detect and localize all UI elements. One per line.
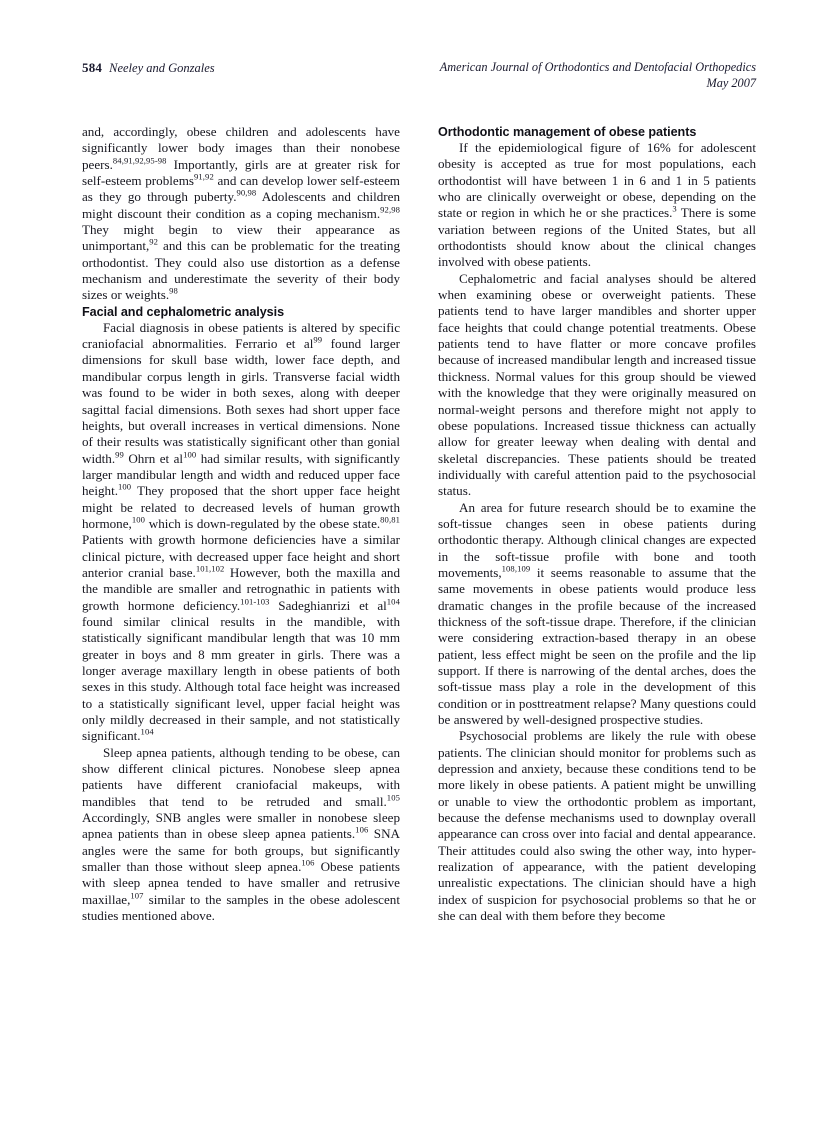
citation-ref: 84,91,92,95-98: [112, 155, 167, 166]
text-run: had similar results, with significantly larger mandibular length and width and reduced upper face height.: [82, 450, 400, 499]
citation-ref: 107: [130, 890, 144, 901]
text-run: and can develop lower self-esteem as they go through puberty.: [82, 173, 400, 205]
text-run: Facial diagnosis in obese patients is altered by specific craniofacial abnormalities. Ferrario et al: [82, 319, 400, 352]
text-run: Sadeghianrizi et al: [269, 597, 387, 613]
citation-ref: 100: [118, 481, 132, 492]
text-run: and, accordingly, obese children and adolescents have significantly lower body images than their nonobese peers.: [82, 124, 400, 172]
left-column: [82, 124, 400, 1054]
citation-ref: 106: [301, 857, 315, 868]
issue-date: May 2007: [706, 75, 756, 90]
citation-ref: 108,109: [501, 563, 531, 574]
text-run: Patients with growth hormone deficiencies have a similar clinical picture, with decreased upper face height and short anterior cranial base.: [82, 532, 400, 580]
citation-ref: 99: [115, 449, 124, 460]
running-head-left: [82, 60, 215, 76]
section-heading-facial-cephalometric: Facial and cephalometric analysis: [82, 304, 285, 319]
text-run: They proposed that the short upper face height might be related to decreased levels of human growth hormone,: [82, 483, 400, 531]
section-heading-orthodontic-management: Orthodontic management of obese patients: [438, 125, 697, 139]
two-column-body: [82, 124, 756, 1054]
citation-ref: 90,98: [236, 188, 257, 199]
text-run: Accordingly, SNB angles were smaller in nonobese sleep apnea patients than in obese sleep apnea patients.: [82, 810, 400, 842]
citation-ref: 98: [169, 286, 178, 297]
text-run: Obese patients with sleep apnea tended to have smaller and retrusive maxillae,: [82, 859, 400, 907]
text-run: There is some variation between regions of the United States, but all orthodontists should know about the clinical changes involved with obese patients.: [438, 205, 756, 270]
citation-ref: 3: [672, 204, 677, 215]
paragraph-future-research: [438, 500, 756, 729]
paragraph-sleep-apnea: [82, 745, 400, 925]
citation-ref: 104: [140, 727, 154, 738]
paragraph-facial-diagnosis: [82, 320, 400, 745]
text-run: Ohrn et al: [123, 450, 184, 466]
running-head-right: [440, 60, 756, 91]
page-number: 584: [82, 60, 103, 75]
citation-ref: 101,102: [195, 563, 225, 574]
paragraph-psychosocial-problems: [438, 728, 756, 924]
citation-ref: 100: [131, 514, 146, 525]
paragraph-continued: [82, 124, 400, 304]
text-run: Adolescents and children might discount their condition as a coping mechanism.: [82, 189, 400, 221]
running-head-authors: Neeley and Gonzales: [109, 61, 215, 75]
citation-ref: 105: [386, 792, 400, 803]
citation-ref: 92,98: [380, 204, 400, 215]
citation-ref: 99: [313, 334, 323, 345]
text-run: found similar clinical results in the mandible, with statistically significant mandibular length that was 10 mm greater in boys and 8 mm greater in girls. There was a longer average maxillary length in obese patients of both sexes in this study. Although total face height was increased to a statistically significant level, upper facial height was only mildly decreased in their sample, and not statistically significant.: [82, 613, 400, 744]
text-run: Sleep apnea patients, although tending to be obese, can show different clinical pictures. Nonobese sleep apnea patients have different craniofacial makeups, with mandibles that tend to be retruded and small.: [82, 744, 400, 809]
text-run: and this can be problematic for the treating orthodontist. They could also use distortion as a defense mechanism and underestimate the severity of their body sizes or weights.: [82, 238, 400, 303]
citation-ref: 104: [386, 596, 400, 607]
citation-ref: 106: [355, 825, 369, 836]
right-column: [438, 124, 756, 1054]
citation-ref: 100: [183, 449, 197, 460]
text-run: SNA angles were the same for both groups, but significantly smaller than those without sleep apnea.: [82, 826, 400, 875]
text-run: However, both the maxilla and the mandible are smaller and retrognathic in patients with growth hormone deficiency.: [82, 564, 400, 613]
text-run: which is down-regulated by the obese state.: [145, 515, 381, 531]
journal-title: American Journal of Orthodontics and Dentofacial Orthopedics: [439, 60, 756, 74]
text-run: found larger dimensions for skull base width, lower face depth, and mandibular corpus length in girls. Transverse facial width was found to be wider in both sexes, along with deeper sagittal facial dimensions. Both sexes had short upper face heights, but overall increases in vertical dimensions. None of their results was statistically significant other than gonial width.: [82, 336, 400, 466]
text-run: Psychosocial problems are likely the rule with obese patients. The clinician should monitor for problems such as depression and anxiety, because these conditions tend to be more likely in obese patients. A patient might be unwilling or unable to view the orthodontic problem as important, because the defense mechanisms used to downplay overall appearance can cross over into facial and dental appearance. Their attitudes could also swing the other way, into hyper-realization of appearance, with the patient developing unrealistic expectations. The clinician should have a high index of suspicion for psychosocial problems so that he or she can deal with them before they become: [438, 728, 756, 924]
text-run: similar to the samples in the obese adolescent studies mentioned above.: [82, 891, 400, 924]
text-run: An area for future research should be to examine the soft-tissue changes seen in obese patients during orthodontic therapy. Although clinical changes are expected in the soft-tissue profile with bone and tooth movements,: [438, 499, 756, 580]
running-head: [82, 60, 756, 100]
text-run: it seems reasonable to assume that the same movements in obese patients would produce less dramatic changes in the profile because of the increased thickness of the soft-tissue drape. Therefore, if the clinician were considering extraction-based therapy in an obese patient, less effect might be seen on the profile and the lip support. If there is narrowing of the dental arches, does the soft-tissue mass play a role in the development of this condition or in posttreatment relapse? Many questions could be answered by well-designed prospective studies.: [438, 564, 756, 728]
text-run: Importantly, girls are at greater risk for self-esteem problems: [82, 156, 400, 189]
citation-ref: 80,81: [380, 514, 400, 525]
text-run: They might begin to view their appearance as unimportant,: [82, 222, 400, 254]
citation-ref: 101-103: [240, 596, 270, 607]
citation-ref: 92: [149, 237, 159, 248]
text-run: If the epidemiological figure of 16% for adolescent obesity is accepted as true for most populations, each orthodontist will have between 1 in 6 and 1 in 5 patients who are clinically overweight or obese, depending on the state or region in which he or she practices.: [438, 140, 756, 221]
text-run: Cephalometric and facial analyses should be altered when examining obese or overweight patients. These patients tend to have larger mandibles and shorter upper face heights that could change potential treatments. Obese patients tend to have flatter or more concave profiles because of increased mandibular length and increased tissue thickness. Normal values for this group should be viewed with the knowledge that they were originally measured on normal-weight persons and therefore might not apply to obese populations. Increased tissue thickness can actually allow for greater leeway when dealing with dental and skeletal discrepancies. These patients should be treated individually with careful attention paid to the psychosocial status.: [438, 270, 756, 499]
paragraph-epidemiology: [438, 140, 756, 271]
paragraph-cephalometric-analyses: [438, 271, 756, 500]
citation-ref: 91,92: [194, 171, 214, 182]
